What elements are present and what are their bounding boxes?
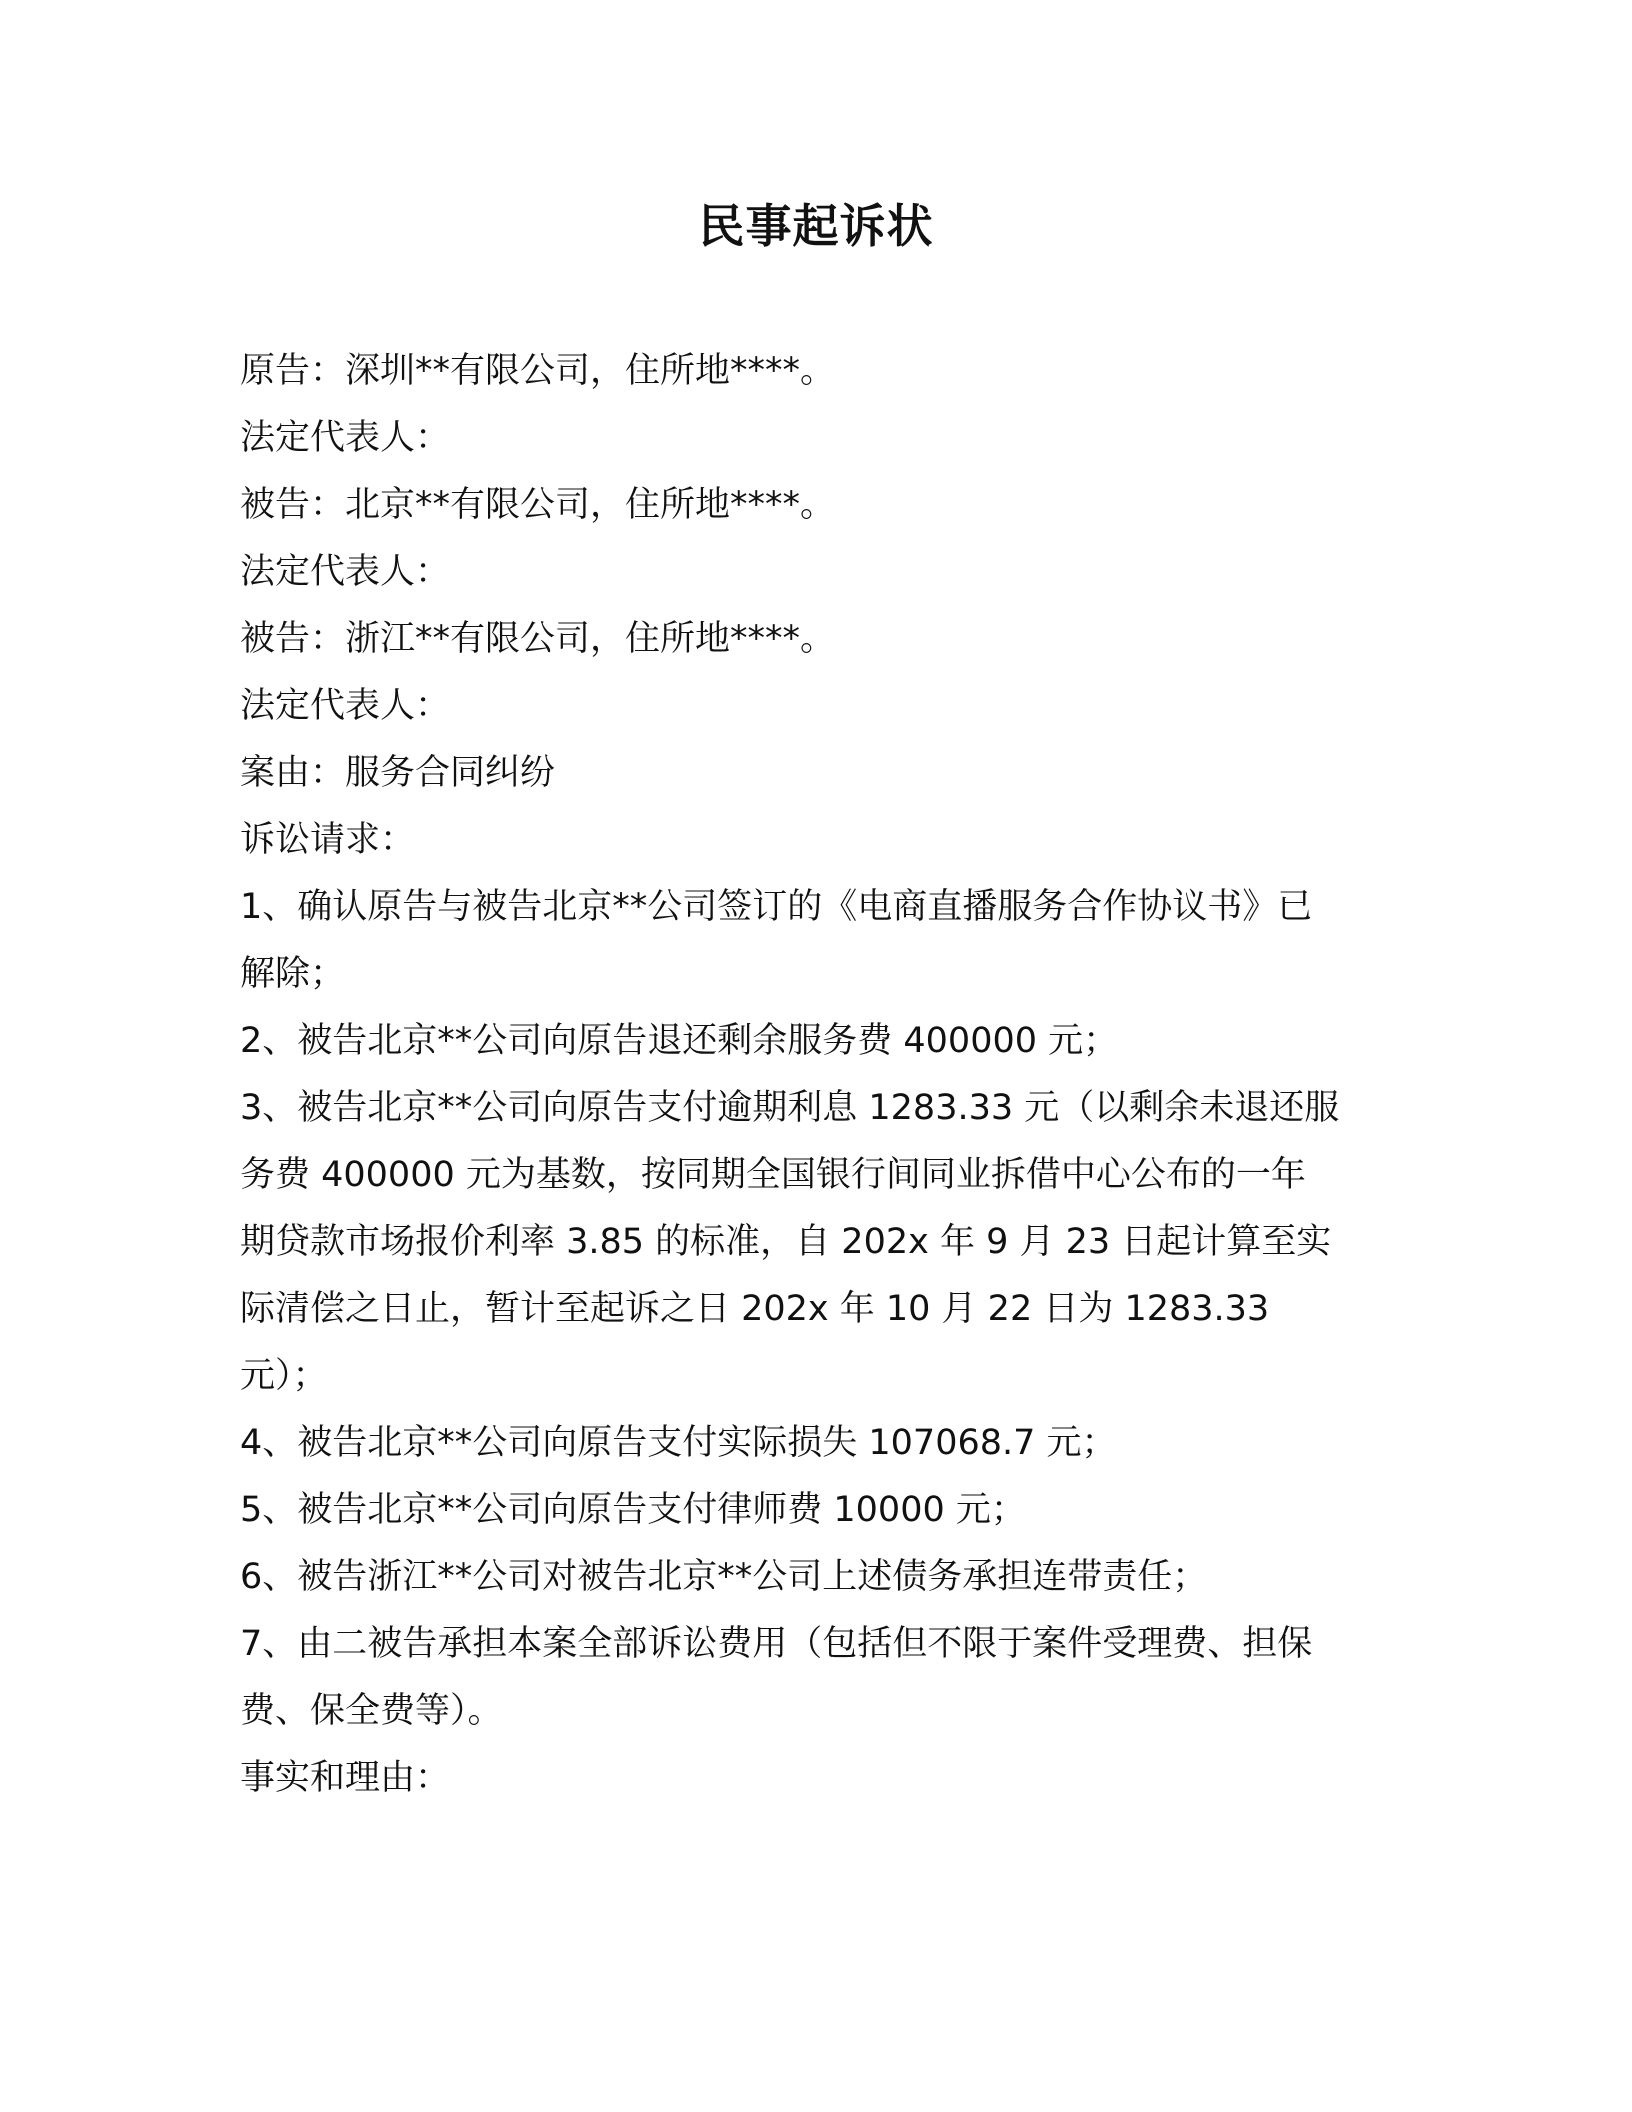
claims-heading: 诉讼请求： <box>240 820 416 860</box>
case-cause-line: 案由：服务合同纠纷 <box>240 753 556 793</box>
defendant-zhejiang-line: 被告：浙江**有限公司，住所地****。 <box>240 619 836 659</box>
claim-7-line-1: 7、由二被告承担本案全部诉讼费用（包括但不限于案件受理费、担保 <box>240 1624 1313 1664</box>
document-title: 民事起诉状 <box>698 199 934 253</box>
claim-1-line-1: 1、确认原告与被告北京**公司签订的《电商直播服务合作协议书》已 <box>240 887 1313 927</box>
claim-6-line: 6、被告浙江**公司对被告北京**公司上述债务承担连带责任； <box>240 1557 1208 1597</box>
claim-3-line-2: 务费 400000 元为基数，按同期全国银行间同业拆借中心公布的一年 <box>240 1155 1306 1195</box>
defendant-beijing-line: 被告：北京**有限公司，住所地****。 <box>240 485 836 525</box>
claim-7-line-2: 费、保全费等）。 <box>240 1691 503 1731</box>
document-body <box>240 338 1400 1812</box>
claim-3-line-1: 3、被告北京**公司向原告支付逾期利息 1283.33 元（以剩余未退还服 <box>240 1088 1340 1128</box>
legal-representative-line: 法定代表人： <box>240 686 451 726</box>
claim-5-line: 5、被告北京**公司向原告支付律师费 10000 元； <box>240 1490 1026 1530</box>
claim-1-line-2: 解除； <box>240 954 346 994</box>
claim-3-line-5: 元）； <box>240 1356 328 1396</box>
claim-2-line: 2、被告北京**公司向原告退还剩余服务费 400000 元； <box>240 1021 1119 1061</box>
legal-representative-line: 法定代表人： <box>240 418 451 458</box>
plaintiff-line: 原告：深圳**有限公司，住所地****。 <box>240 351 836 391</box>
claim-3-line-3: 期贷款市场报价利率 3.85 的标准，自 202x 年 9 月 23 日起计算至实 <box>240 1222 1332 1262</box>
claim-4-line: 4、被告北京**公司向原告支付实际损失 107068.7 元； <box>240 1423 1117 1463</box>
legal-representative-line: 法定代表人： <box>240 552 451 592</box>
facts-heading: 事实和理由： <box>240 1758 451 1798</box>
claim-3-line-4: 际清偿之日止，暂计至起诉之日 202x 年 10 月 22 日为 1283.33 <box>240 1289 1270 1329</box>
